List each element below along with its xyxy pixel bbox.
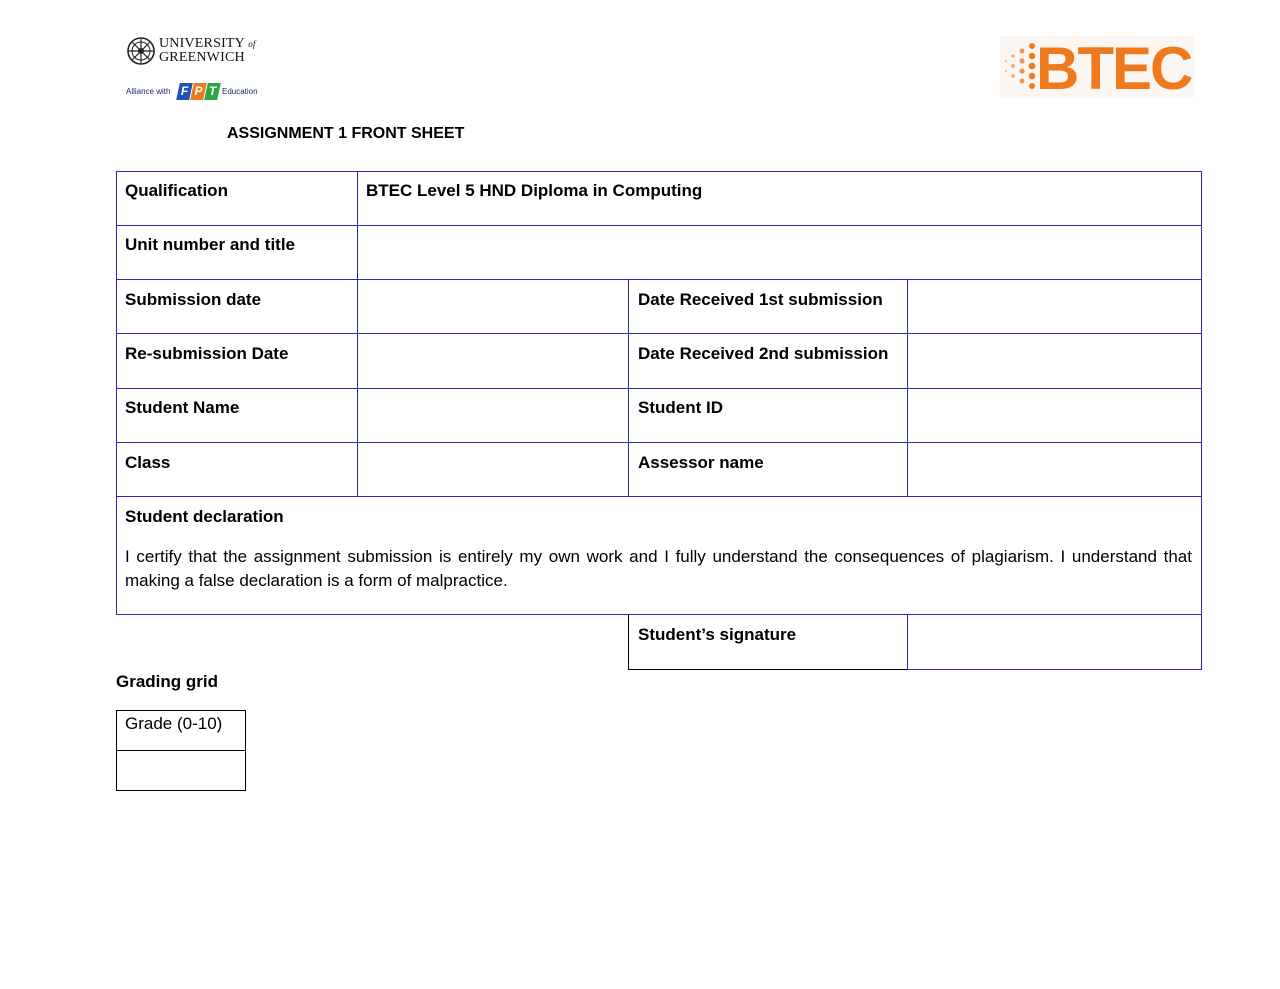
fpt-f-box: F bbox=[176, 83, 193, 100]
university-name bbox=[159, 37, 269, 64]
university-of: of bbox=[248, 39, 256, 49]
unit-label: Unit number and title bbox=[125, 235, 295, 254]
assessor-label: Assessor name bbox=[638, 453, 764, 472]
btec-wordmark: BTEC bbox=[1036, 35, 1192, 102]
grade-header: Grade (0-10) bbox=[125, 714, 223, 733]
submission-date-field[interactable] bbox=[358, 280, 628, 333]
signature-field[interactable] bbox=[908, 615, 1201, 669]
alliance-prefix: Alliance with bbox=[126, 87, 171, 96]
student-id-field[interactable] bbox=[908, 389, 1201, 442]
qualification-value: BTEC Level 5 HND Diploma in Computing bbox=[366, 181, 703, 200]
grading-grid-title: Grading grid bbox=[116, 672, 218, 691]
submission-date-label: Submission date bbox=[125, 290, 262, 309]
date-received-2-field[interactable] bbox=[908, 334, 1201, 388]
grading-table bbox=[116, 710, 246, 791]
unit-field[interactable] bbox=[358, 226, 1201, 279]
alliance-fpt bbox=[126, 83, 266, 101]
date-received-2-label: Date Received 2nd submission bbox=[638, 344, 889, 363]
university-line1: UNIVERSITY bbox=[159, 36, 245, 51]
alliance-suffix: Education bbox=[222, 87, 258, 96]
declaration-title: Student declaration bbox=[125, 507, 284, 526]
student-name-field[interactable] bbox=[358, 389, 628, 442]
greenwich-compass-emblem-icon bbox=[126, 36, 156, 66]
resubmission-date-field[interactable] bbox=[358, 334, 628, 388]
student-id-label: Student ID bbox=[638, 398, 723, 417]
btec-dots-icon bbox=[1002, 40, 1038, 96]
resubmission-date-label: Re-submission Date bbox=[125, 344, 289, 363]
university-line2: GREENWICH bbox=[159, 50, 245, 65]
assessor-field[interactable] bbox=[908, 443, 1201, 496]
student-name-label: Student Name bbox=[125, 398, 240, 417]
declaration-text: I certify that the assignment submission is entirely my own work and I fully understand the consequences of plagiarism. I understand that making a false declaration is a form of malpractice. bbox=[125, 547, 1192, 590]
grade-header-cell bbox=[117, 711, 245, 751]
university-of-greenwich-logo bbox=[126, 36, 266, 102]
signature-label: Student’s signature bbox=[638, 625, 797, 644]
qualification-label: Qualification bbox=[125, 181, 228, 200]
grade-value-field[interactable] bbox=[117, 751, 245, 790]
date-received-1-field[interactable] bbox=[908, 280, 1201, 333]
btec-logo bbox=[1000, 35, 1194, 102]
fpt-t-box: T bbox=[204, 83, 221, 100]
date-received-1-label: Date Received 1st submission bbox=[638, 290, 883, 309]
fpt-p-box: P bbox=[190, 83, 207, 100]
class-label: Class bbox=[125, 453, 171, 472]
page-title: ASSIGNMENT 1 FRONT SHEET bbox=[227, 125, 465, 142]
class-field[interactable] bbox=[358, 443, 628, 496]
